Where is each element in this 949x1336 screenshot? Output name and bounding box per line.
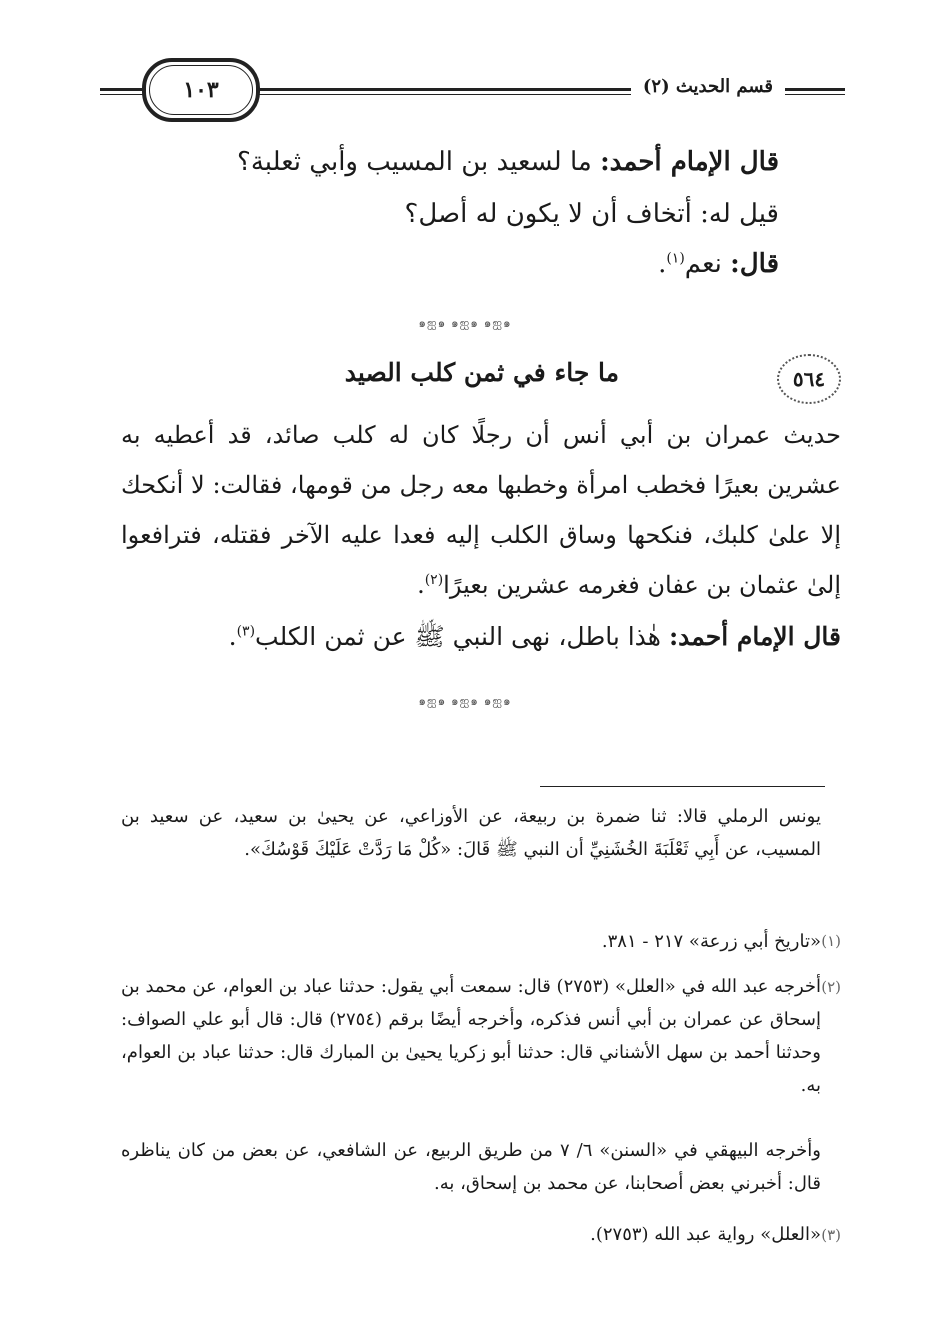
speaker-label: قال:: [730, 249, 779, 279]
line-text: قيل له: أتخاف أن لا يكون له أصل؟: [404, 199, 779, 229]
hadith-paragraph: حديث عمران بن أبي أنس أن رجلًا كان له كلب صائد، قد أعطيه به عشرين بعيرًا فخطب امرأة وخطبها معه رجل من قومها، فقالت: لا أنكحك إلا علىٰ كلبك، فنكحها وساق الكلب إليه فعدا عليه الآخر فقتله، فترافعوا إلىٰ عثمان بن عفان فغرمه عشرين بعيرًا$^{(٢)}$.: [121, 421, 841, 599]
section-running-title: قسم الحديث (٢): [631, 71, 785, 103]
footnote-continuation: يونس الرملي قالا: ثنا ضمرة بن ربيعة، عن الأوزاعي، عن يحيىٰ بن سعيد، عن سعيد بن المسيب، عن أَبِي ثَعْلَبَةَ الخُشَنِيِّ أن النبي ﷺ قَالَ: «كُلْ مَا رَدَّتْ عَلَيْكَ قَوْسُكَ».: [121, 806, 821, 860]
section-heading: [121, 352, 841, 402]
speaker-label: قال الإمام أحمد:: [600, 147, 779, 177]
section-divider-ornament: ๑ஐ๑ ๑ஐ๑ ๑ஐ๑: [418, 316, 512, 330]
ruling-text: هٰذا باطل، نهى النبي ﷺ عن ثمن الكلب: [255, 622, 669, 651]
page-header: [100, 66, 845, 116]
page-number: ١٠٣: [142, 58, 260, 122]
footnote-2: أخرجه عبد الله في «العلل» (٢٧٥٣) قال: سمعت أبي يقول: حدثنا عباد بن العوام، عن محمد بن إسحاق عن عمران بن أبي أنس فذكره، وأخرجه أيضًا برقم (٢٧٥٤) قال: قال أبو علي الصواف: وحدثنا أحمد بن سهل الأشناني قال: حدثنا أبو زكريا يحيىٰ بن المبارك قال: حدثنا عباد بن العوام، به.: [121, 976, 822, 1096]
header-dash: [811, 88, 845, 91]
text-line-3: قال: نعم$^{(١)}$.: [658, 249, 779, 279]
footnote-2-continued: وأخرجه البيهقي في «السنن» ٦/ ٧ من طريق الربيع، عن الشافعي، عن بعض من كان يناظره قال: أخبرني بعض أصحابنا، عن محمد بن إسحاق، به.: [121, 1140, 822, 1194]
footnote-3: «العلل» رواية عبد الله (٢٧٥٣).: [590, 1224, 821, 1245]
footnote-ref[interactable]: (٢): [424, 572, 444, 588]
hadith-text: حديث عمران بن أبي أنس أن رجلًا كان له كلب صائد، قد أعطيه به عشرين بعيرًا فخطب امرأة وخطبها معه رجل من قومها، فقالت: لا أنكحك إلا علىٰ كلبك، فنكحها وساق الكلب إليه فعدا عليه الآخر فقتله، فترافعوا إلىٰ عثمان بن عفان فغرمه عشرين بعيرًا: [121, 421, 841, 599]
line-text: نعم: [684, 249, 731, 279]
text-line-2: [405, 192, 779, 236]
speaker-label: قال الإمام أحمد:: [668, 622, 841, 651]
footnote-1: «تاريخ أبي زرعة» ٢١٧ - ٣٨١.: [601, 931, 821, 952]
footnote-number: (٢): [821, 978, 841, 996]
section-title: ما جاء في ثمن كلب الصيد: [344, 358, 619, 387]
footnote-number: (١): [821, 932, 841, 950]
ruling-line: قال الإمام أحمد: هٰذا باطل، نهى النبي ﷺ عن ثمن الكلب$^{(٣)}$.: [228, 622, 841, 651]
footnote-separator: [540, 786, 825, 787]
footnote-number: (٣): [821, 1226, 841, 1244]
text-line-1: [237, 140, 779, 184]
line-text: ما لسعيد بن المسيب وأبي ثعلبة؟: [237, 147, 601, 177]
footnote-ref[interactable]: (٣): [236, 623, 256, 640]
section-number-badge: ٥٦٤: [777, 354, 841, 404]
footnote-ref[interactable]: (١): [666, 250, 685, 267]
section-divider-ornament: ๑ஐ๑ ๑ஐ๑ ๑ஐ๑: [418, 694, 512, 708]
